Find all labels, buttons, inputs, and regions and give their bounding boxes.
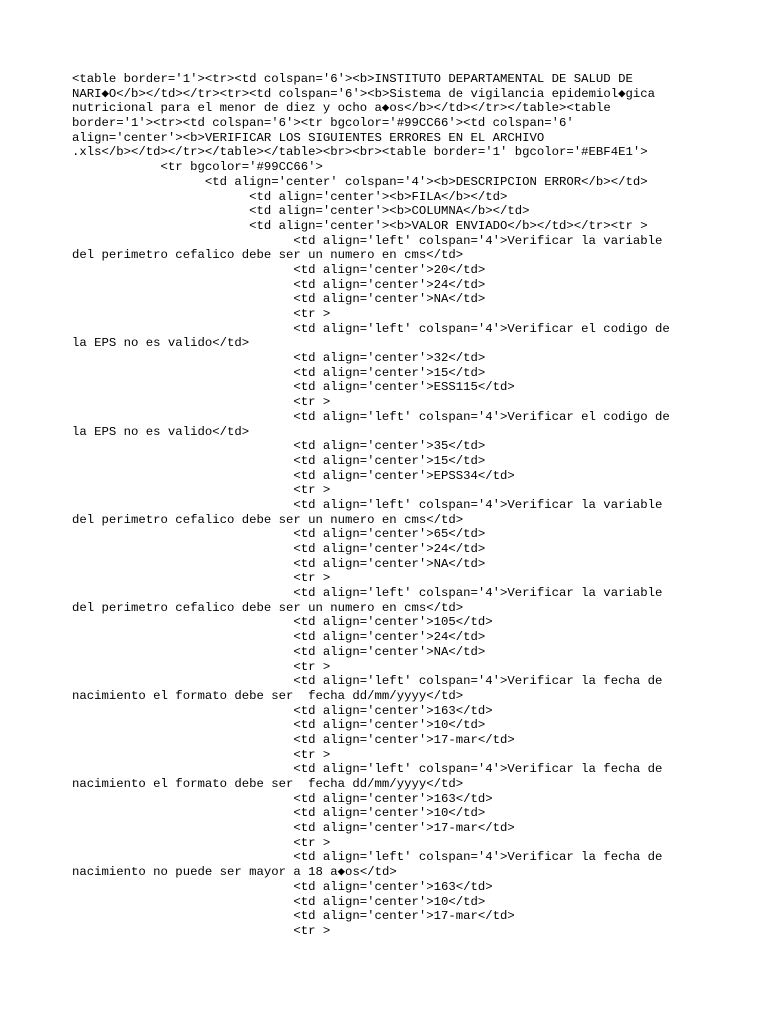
text-line: <tr > xyxy=(72,835,331,850)
text-line: nacimiento el formato debe ser fecha dd/mm/yyyy</td> xyxy=(72,777,464,791)
text-line: <td align='center'>20</td> xyxy=(72,262,486,277)
text-line: <td align='center'>ESS115</td> xyxy=(72,380,515,395)
text-line: <td align='center'>24</td> xyxy=(72,277,486,292)
text-line: <td align='center'>15</td> xyxy=(72,453,486,468)
text-line: <tr > xyxy=(72,571,331,586)
text-line: <td align='left' colspan='4'>Verificar el codigo de xyxy=(72,321,670,336)
text-line: align='center'><b>VERIFICAR LOS SIGUIENTES ERRORES EN EL ARCHIVO xyxy=(72,130,545,145)
text-line: <td align='center'>17-mar</td> xyxy=(72,732,515,747)
text-line: nacimiento no puede ser mayor a 18 a◆os</td> xyxy=(72,865,397,880)
text-line: <td align='center'>NA</td> xyxy=(72,292,486,307)
text-line: <tr bgcolor='#99CC66'> xyxy=(72,160,323,175)
text-line: <td align='center'>65</td> xyxy=(72,527,486,542)
text-line: <td align='left' colspan='4'>Verificar el codigo de xyxy=(72,409,670,424)
text-line: <td align='left' colspan='4'>Verificar la variable xyxy=(72,233,663,248)
text-line: <td align='center'>15</td> xyxy=(72,365,486,380)
text-line: <tr > xyxy=(72,923,331,938)
text-line: NARI◆O</b></td></tr><tr><td colspan='6'><b>Sistema de vigilancia epidemiol◆gica xyxy=(72,86,656,101)
text-line: <td align='center'>17-mar</td> xyxy=(72,821,515,836)
text-line: <td align='center'>10</td> xyxy=(72,718,486,733)
text-line: <td align='center'>NA</td> xyxy=(72,556,486,571)
text-line: <td align='center'>24</td> xyxy=(72,630,486,645)
text-line: <td align='center'>17-mar</td> xyxy=(72,909,515,924)
text-line: <td align='center'>163</td> xyxy=(72,791,493,806)
text-line: <td align='left' colspan='4'>Verificar la fecha de xyxy=(72,674,663,689)
text-line: <td align='center'>163</td> xyxy=(72,879,493,894)
text-line: <tr > xyxy=(72,307,331,321)
text-line: del perimetro cefalico debe ser un numero en cms</td> xyxy=(72,248,464,263)
text-line: nutricional para el menor de diez y ocho a◆os</b></td></tr></table><table xyxy=(72,101,611,116)
text-line: <td align='center'>10</td> xyxy=(72,806,486,821)
text-line: <tr > xyxy=(72,483,331,498)
text-line: border='1'><tr><td colspan='6'><tr bgcolor='#99CC66'><td colspan='6' xyxy=(72,116,574,131)
text-line: <td align='center'><b>VALOR ENVIADO</b></td></tr><tr > xyxy=(72,218,648,233)
text-line: la EPS no es valido</td> xyxy=(72,424,250,439)
text-line: <td align='center'>10</td> xyxy=(72,894,486,909)
text-line: la EPS no es valido</td> xyxy=(72,336,250,351)
text-line: <td align='center'>24</td> xyxy=(72,542,486,556)
text-line: <td align='center'>105</td> xyxy=(72,615,493,630)
text-line: <td align='center'>35</td> xyxy=(72,439,486,454)
text-line: <td align='center'>NA</td> xyxy=(72,644,486,659)
text-line: del perimetro cefalico debe ser un numero en cms</td> xyxy=(72,512,464,527)
text-line: <td align='center'><b>FILA</b></td> xyxy=(72,189,508,204)
text-line: <td align='left' colspan='4'>Verificar la fecha de xyxy=(72,762,663,777)
text-line: <td align='center'><b>COLUMNA</b></td> xyxy=(72,204,530,219)
text-line: <td align='center' colspan='4'><b>DESCRIPCION ERROR</b></td> xyxy=(72,174,648,189)
text-line: <tr > xyxy=(72,395,331,410)
text-line: del perimetro cefalico debe ser un numero en cms</td> xyxy=(72,600,464,615)
text-line: <td align='center'>EPSS34</td> xyxy=(72,468,515,483)
text-line: <tr > xyxy=(72,659,331,674)
text-line: <td align='left' colspan='4'>Verificar la variable xyxy=(72,497,663,512)
text-line: .xls</b></td></tr></table></table><br><br><table border='1' bgcolor='#EBF4E1'> xyxy=(72,145,648,160)
text-line: <td align='left' colspan='4'>Verificar la fecha de xyxy=(72,850,663,865)
text-line: <td align='center'>32</td> xyxy=(72,351,486,366)
text-line: <td align='left' colspan='4'>Verificar la variable xyxy=(72,586,663,601)
text-line: <td align='center'>163</td> xyxy=(72,703,493,718)
source-text xyxy=(72,72,670,939)
text-line: nacimiento el formato debe ser fecha dd/mm/yyyy</td> xyxy=(72,688,464,703)
text-line: <tr > xyxy=(72,747,331,762)
text-line: <table border='1'><tr><td colspan='6'><b>INSTITUTO DEPARTAMENTAL DE SALUD DE xyxy=(72,72,633,86)
